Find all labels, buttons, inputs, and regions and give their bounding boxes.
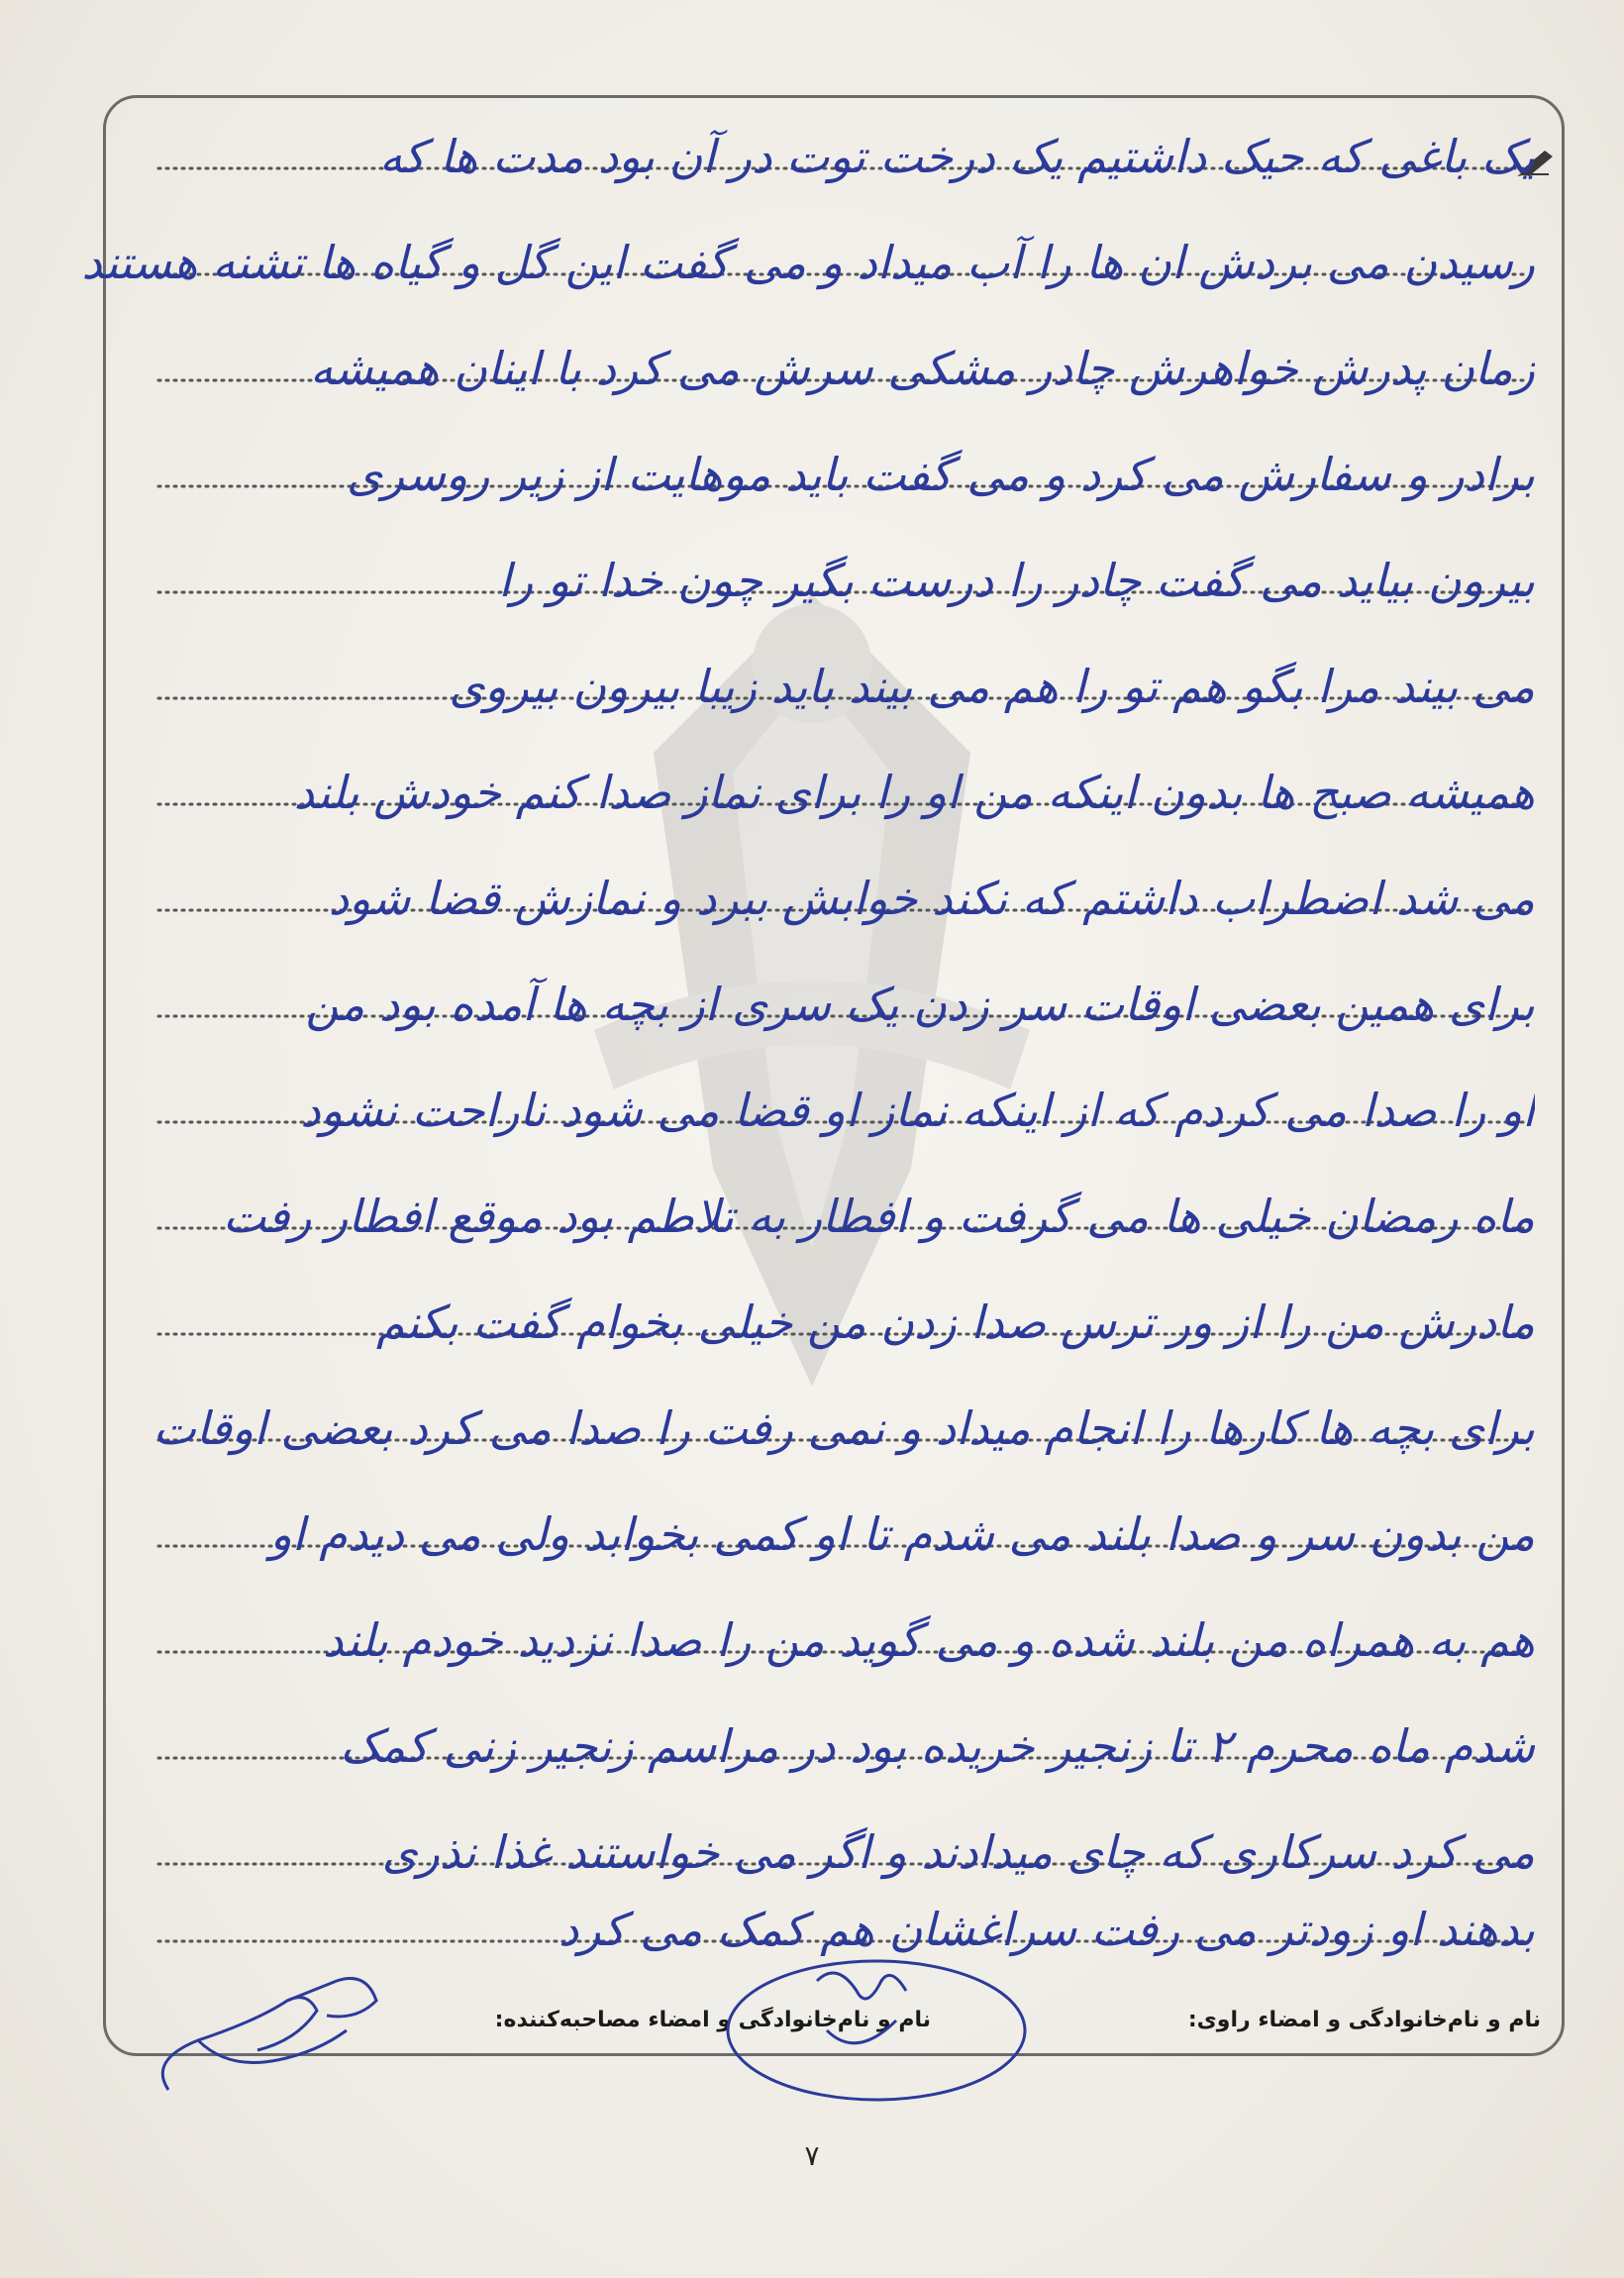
interviewer-signature (708, 1921, 1045, 2120)
handwritten-line: ماه رمضان خیلی ها می گرفت و افطار به تلاطم بود موقع افطار رفت (223, 1190, 1535, 1243)
handwritten-line: می شد اضطراب داشتم که نکند خوابش ببرد و نمازش قضا شود (328, 872, 1535, 925)
handwritten-line: بیرون بیاید می گفت چادر را درست بگیر چون خدا تو را (498, 554, 1535, 607)
handwritten-line: رسیدن می بردش ان ها را آب میداد و می گفت این گل و گیاه ها تشنه هستند (81, 236, 1535, 289)
handwritten-line: زمان پدرش خواهرش چادر مشکی سرش می کرد با اینان همیشه (310, 342, 1535, 395)
handwritten-line: بدهند او زودتر می رفت سراغشان هم کمک می کرد (558, 1903, 1535, 1956)
handwritten-line: می بیند مرا بگو هم تو را هم می بیند باید زیبا بیرون بیروی (449, 660, 1535, 713)
handwritten-line: من بدون سر و صدا بلند می شدم تا او کمی بخوابد ولی می دیدم او (269, 1507, 1535, 1561)
handwritten-line: برای همین بعضی اوقات سر زدن یک سری از بچه ها آمده بود من (305, 978, 1535, 1031)
handwritten-line: همیشه صبح ها بدون اینکه من او را برای نماز صدا کنم خودش بلند (293, 766, 1535, 819)
page-number: ۷ (804, 2139, 820, 2172)
handwritten-line: هم به همراه من بلند شده و می گوید من را صدا نزدید خودم بلند (323, 1613, 1535, 1667)
interviewer-signature-label: نام و نام‌خانوادگی و امضاء مصاحبه‌کننده: (494, 2008, 931, 2032)
handwritten-line: برای بچه ها کارها را انجام میداد و نمی رفت را صدا می کرد بعضی اوقات (152, 1401, 1535, 1455)
handwritten-line: یک باغی که حیک داشتیم یک درخت توت در آن بود مدت ها که (379, 130, 1535, 183)
narrator-signature (139, 1961, 396, 2110)
handwritten-line: او را صدا می کردم که از اینکه نماز او قضا می شود ناراحت نشود (300, 1084, 1535, 1137)
handwritten-line: مادرش من را از ور ترس صدا زدن من خیلی بخوام گفت بکنم (376, 1295, 1535, 1349)
handwritten-line: می کرد سرکاری که چای میدادند و اگر می خواستند غذا نذری (381, 1825, 1535, 1879)
narrator-signature-label: نام و نام‌خانوادگی و امضاء راوی: (1187, 2008, 1541, 2032)
handwritten-line: برادر و سفارش می کرد و می گفت باید موهایت از زیر روسری (347, 448, 1535, 501)
handwritten-line: شدم ماه محرم ۲ تا زنجیر خریده بود در مراسم زنجیر زنی کمک (340, 1719, 1535, 1773)
